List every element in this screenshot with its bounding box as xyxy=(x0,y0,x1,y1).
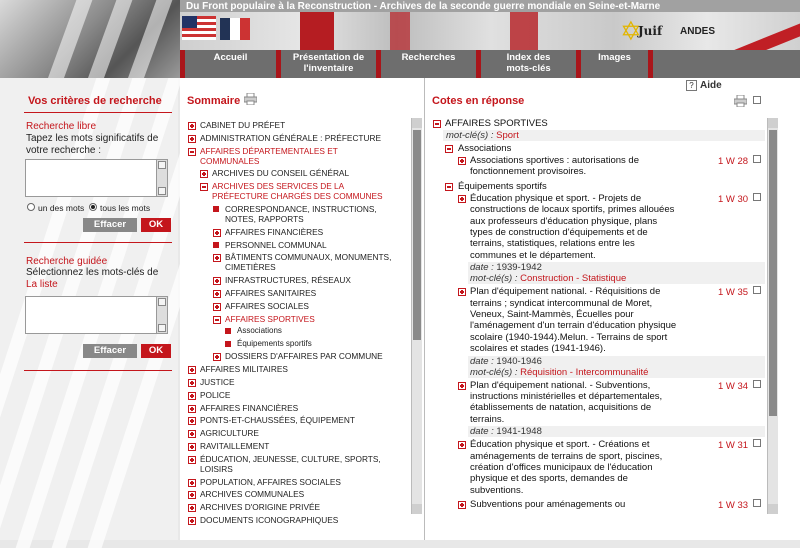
sommaire-item-label-cont: LOISIRS xyxy=(200,463,233,474)
entry-checkbox[interactable] xyxy=(753,193,761,201)
expand-icon[interactable] xyxy=(188,479,196,487)
entry-text[interactable]: types de construction d'équipements et de xyxy=(470,227,648,238)
entry-date xyxy=(468,262,765,273)
entry-cote[interactable]: 1 W 34 xyxy=(718,380,749,392)
expand-icon[interactable] xyxy=(213,229,221,237)
expand-icon[interactable] xyxy=(188,417,196,425)
expand-icon[interactable] xyxy=(188,122,196,130)
sommaire-item-label: ARCHIVES DES SERVICES DE LA xyxy=(212,181,345,192)
sommaire-scrollbar[interactable] xyxy=(411,118,422,514)
guided-search-scrollbar[interactable] xyxy=(156,297,167,333)
keyword-list-link[interactable]: La liste xyxy=(26,279,58,290)
site-title: Du Front populaire à la Reconstruction - Archives de la seconde guerre mondiale en Seine-et-Marne xyxy=(186,1,661,12)
keyword-label: mot-clé(s) : xyxy=(446,130,494,141)
sommaire-item-label: AFFAIRES SPORTIVES xyxy=(225,313,315,324)
sommaire-item-label-cont: NOTES, RAPPORTS xyxy=(225,214,304,224)
sommaire-item-label: CABINET DU PRÉFET xyxy=(200,120,286,130)
entry-text[interactable]: fonctionnement provisoires. xyxy=(470,166,587,178)
sommaire-item-label: AFFAIRES SOCIALES xyxy=(225,300,309,311)
entry-text[interactable]: communes et le département. xyxy=(470,249,596,261)
sommaire-item[interactable] xyxy=(200,133,381,143)
sommaire-item-label: INFRASTRUCTURES, RÉSEAUX xyxy=(225,275,351,286)
free-search-scrollbar[interactable] xyxy=(156,160,167,196)
sommaire-item[interactable] xyxy=(200,441,269,451)
sommaire-item[interactable] xyxy=(200,120,285,130)
banner xyxy=(0,0,800,78)
collapse-icon[interactable] xyxy=(433,120,441,128)
sommaire-item-label: ÉDUCATION, JEUNESSE, CULTURE, SPORTS, xyxy=(200,453,381,464)
sommaire-item[interactable] xyxy=(200,146,338,166)
expand-icon[interactable] xyxy=(188,443,196,451)
expand-icon[interactable] xyxy=(458,195,466,203)
date-value: 1939-1942 xyxy=(496,262,542,274)
sommaire-item[interactable] xyxy=(212,181,383,201)
sommaire-item[interactable] xyxy=(200,364,288,374)
scroll-up-icon[interactable] xyxy=(768,118,778,128)
entry-date xyxy=(468,356,765,367)
entry-text[interactable]: terrains. xyxy=(470,413,505,425)
entry-text[interactable]: constructions de locaux sportifs, primes allouées xyxy=(470,204,675,216)
radio-any-word[interactable] xyxy=(27,203,35,211)
help-icon[interactable]: ? xyxy=(686,80,697,91)
sommaire-item-label: DOSSIERS D'AFFAIRES PAR COMMUNE xyxy=(225,351,383,362)
us-flag-icon xyxy=(182,16,216,40)
entry-cote[interactable]: 1 W 30 xyxy=(718,193,749,205)
main-nav xyxy=(180,50,800,78)
radio-any-word-label: un des mots xyxy=(38,203,85,213)
sommaire-item-label: AGRICULTURE xyxy=(200,428,259,439)
expand-icon[interactable] xyxy=(188,405,196,413)
banner-andes-text: ANDES xyxy=(680,26,716,37)
entry-text[interactable]: scolaire (1940-1944).Melun. - Terrains de sport xyxy=(470,331,668,343)
french-flag-icon xyxy=(220,18,250,40)
sommaire-item[interactable] xyxy=(200,489,304,499)
sommaire-item-label: PERSONNEL COMMUNAL xyxy=(225,239,327,250)
results-scrollbar[interactable] xyxy=(767,118,778,514)
free-clear-button[interactable]: Effacer xyxy=(83,218,137,232)
guided-clear-button[interactable]: Effacer xyxy=(83,344,137,358)
entry-text[interactable]: Éducation physique et sport. - Créations et xyxy=(470,439,650,451)
sommaire-item-label: ADMINISTRATION GÉNÉRALE : PRÉFECTURE xyxy=(200,132,382,143)
sommaire-item-label: AFFAIRES MILITAIRES xyxy=(200,364,288,375)
free-search-input[interactable] xyxy=(25,159,168,197)
free-search-hint: Tapez les mots significatifs de votre recherche : xyxy=(26,133,159,156)
expand-icon[interactable] xyxy=(188,366,196,374)
sommaire-item-label: AFFAIRES FINANCIÈRES xyxy=(225,226,324,237)
scroll-up-icon[interactable] xyxy=(158,161,166,169)
results-group-title: Équipements sportifs xyxy=(458,180,547,192)
expand-icon[interactable] xyxy=(188,379,196,387)
scroll-down-icon[interactable] xyxy=(158,187,166,195)
sommaire-item-label: Équipements sportifs xyxy=(237,338,312,348)
sommaire-item-label: AFFAIRES FINANCIÈRES xyxy=(200,402,299,413)
nav-presentation[interactable] xyxy=(276,50,376,78)
sommaire-item[interactable] xyxy=(225,227,323,237)
bullet-icon xyxy=(213,242,219,248)
collapse-icon[interactable] xyxy=(200,183,208,191)
date-label: date : xyxy=(470,355,494,367)
nav-presentation-label: Présentation de l'inventaire xyxy=(292,52,365,74)
sommaire-item[interactable] xyxy=(200,377,235,387)
entry-text[interactable]: physique et des sports, demandes de xyxy=(470,473,628,485)
sommaire-item-label: ARCHIVES DU CONSEIL GÉNÉRAL xyxy=(212,168,350,179)
date-value: 1940-1946 xyxy=(496,355,542,367)
search-panel xyxy=(0,78,178,540)
expand-icon[interactable] xyxy=(213,290,221,298)
sommaire-item-label: BÂTIMENTS COMMUNAUX, MONUMENTS, xyxy=(225,252,392,263)
entry-checkbox[interactable] xyxy=(753,286,761,294)
sommaire-item[interactable] xyxy=(237,326,282,336)
content-area xyxy=(180,78,800,540)
entry-text[interactable]: Associations sportives : autorisations de xyxy=(470,155,639,166)
sommaire-item[interactable] xyxy=(200,454,381,474)
expand-icon[interactable] xyxy=(200,170,208,178)
sommaire-item[interactable] xyxy=(225,252,391,272)
sommaire-item[interactable] xyxy=(200,502,320,512)
search-panel-title: Vos critères de recherche xyxy=(28,95,162,107)
bullet-icon xyxy=(225,328,231,334)
sommaire-item[interactable] xyxy=(225,314,315,324)
collapse-icon[interactable] xyxy=(213,316,221,324)
entry-keywords xyxy=(468,273,765,284)
entry-text[interactable]: Plan d'équipement national. - Subventions, xyxy=(470,379,651,391)
nav-accueil[interactable] xyxy=(180,50,276,78)
entry-text[interactable]: établissements de natation, acquisitions de xyxy=(470,402,652,414)
entry-cote[interactable]: 1 W 33 xyxy=(718,500,749,512)
expand-icon[interactable] xyxy=(458,382,466,390)
collapse-icon[interactable] xyxy=(188,148,196,156)
guided-search-hint-text: Sélectionnez les mots-clés de xyxy=(26,267,159,278)
collapse-icon[interactable] xyxy=(445,145,453,153)
expand-icon[interactable] xyxy=(213,254,221,262)
heading-keywords xyxy=(443,130,765,141)
entry-text[interactable]: création d'offices municipaux de l'éducation xyxy=(470,462,653,473)
entry-text[interactable]: l'aménagement d'un terrain d'éducation physique xyxy=(470,320,677,332)
sommaire-item-label: JUSTICE xyxy=(200,377,235,387)
nav-recherches[interactable] xyxy=(376,50,476,78)
keyword-label: mot-clé(s) : xyxy=(470,273,518,285)
keyword-value[interactable]: Sport xyxy=(496,130,519,141)
results-scroll-thumb[interactable] xyxy=(769,130,777,416)
entry-cote[interactable]: 1 W 35 xyxy=(718,287,749,299)
entry-text[interactable]: scolaires et stades (1941-1946). xyxy=(470,343,606,355)
guided-search-input[interactable] xyxy=(25,296,168,334)
entry-text[interactable]: terrains ; syndicat intercommunal de Moret, xyxy=(470,297,653,309)
sommaire-item-label: AFFAIRES DÉPARTEMENTALES ET xyxy=(200,145,338,156)
sommaire-item-label: RAVITAILLEMENT xyxy=(200,441,270,451)
star-badge-icon: ✡ xyxy=(620,16,642,46)
banner-collage xyxy=(180,12,800,50)
entry-cote[interactable]: 1 W 28 xyxy=(718,156,749,167)
expand-icon[interactable] xyxy=(213,277,221,285)
sommaire-item[interactable] xyxy=(200,428,259,438)
nav-index-label: Index des mots-clés xyxy=(506,52,551,74)
sommaire-item[interactable] xyxy=(225,301,309,311)
expand-icon[interactable] xyxy=(188,392,196,400)
sommaire-scroll-thumb[interactable] xyxy=(413,130,421,340)
sommaire-item-label: CORRESPONDANCE, INSTRUCTIONS, xyxy=(225,204,377,214)
entry-checkbox[interactable] xyxy=(753,155,761,163)
sommaire-item[interactable] xyxy=(237,339,312,349)
nav-recherches-label: Recherches xyxy=(401,52,456,63)
scroll-down-icon[interactable] xyxy=(412,504,422,514)
entry-text[interactable]: Veneux, Saint-Mammès, Écuelles pour xyxy=(470,309,634,320)
free-search-label: Recherche libre xyxy=(26,121,97,132)
sommaire-item[interactable] xyxy=(225,288,316,298)
results-heading: AFFAIRES SPORTIVES xyxy=(445,118,548,129)
sommaire-item[interactable] xyxy=(225,240,327,250)
sommaire-item[interactable] xyxy=(225,351,383,361)
collapse-icon[interactable] xyxy=(445,183,453,191)
entry-text[interactable]: instructions ministérielles et départementales, xyxy=(470,391,663,402)
date-value: 1941-1948 xyxy=(496,426,542,438)
keyword-label: mot-clé(s) : xyxy=(470,366,518,378)
entry-text[interactable]: Éducation physique et sport. - Projets de xyxy=(470,192,642,204)
entry-text[interactable]: aux professeurs d'éducation physique, plans xyxy=(470,215,658,227)
results-title: Cotes en réponse xyxy=(432,95,525,107)
sommaire-item-label-cont: PRÉFECTURE CHARGÉS DES COMMUNES xyxy=(212,191,383,202)
free-ok-button[interactable]: OK xyxy=(141,218,171,232)
entry-date xyxy=(468,426,765,437)
help-link[interactable]: Aide xyxy=(700,80,722,91)
expand-icon[interactable] xyxy=(188,430,196,438)
guided-search-hint xyxy=(26,267,172,291)
expand-icon[interactable] xyxy=(213,303,221,311)
results-group-title: Associations xyxy=(458,143,512,154)
sommaire-item[interactable] xyxy=(225,275,351,285)
scroll-up-icon[interactable] xyxy=(412,118,422,128)
nav-accueil-label: Accueil xyxy=(213,52,248,63)
expand-icon[interactable] xyxy=(458,441,466,449)
expand-icon[interactable] xyxy=(188,456,196,464)
scroll-up-icon[interactable] xyxy=(158,298,166,306)
sommaire-item[interactable] xyxy=(200,403,298,413)
keyword-value[interactable]: Construction - Statistique xyxy=(520,273,627,285)
sommaire-item-label: DOCUMENTS ICONOGRAPHIQUES xyxy=(200,515,339,525)
sommaire-item-label: ARCHIVES COMMUNALES xyxy=(200,489,305,500)
bullet-icon xyxy=(213,206,219,212)
date-label: date : xyxy=(470,426,494,438)
keyword-value[interactable]: Réquisition - Intercommunalité xyxy=(520,366,649,378)
sommaire-item-label: PONTS-ET-CHAUSSÉES, ÉQUIPEMENT xyxy=(200,415,355,426)
expand-icon[interactable] xyxy=(458,288,466,296)
sommaire-item-label: Associations xyxy=(237,326,282,336)
sommaire-item[interactable] xyxy=(225,204,377,224)
sommaire-item[interactable] xyxy=(200,515,338,525)
sommaire-item-label: POLICE xyxy=(200,389,231,400)
print-icon[interactable] xyxy=(244,93,257,105)
guided-search-label: Recherche guidée xyxy=(26,256,108,267)
entry-text[interactable]: Plan d'équipement national. - Réquisitions de xyxy=(470,286,661,298)
sommaire-item[interactable] xyxy=(200,415,355,425)
select-all-checkbox[interactable] xyxy=(753,96,761,104)
sommaire-item-label: ARCHIVES D'ORIGINE PRIVÉE xyxy=(200,502,321,513)
entry-checkbox[interactable] xyxy=(753,499,761,507)
entry-cote[interactable]: 1 W 31 xyxy=(718,440,749,452)
nav-index[interactable] xyxy=(476,50,576,78)
expand-icon[interactable] xyxy=(458,157,466,165)
expand-icon[interactable] xyxy=(213,353,221,361)
nav-images-label: Images xyxy=(598,52,631,63)
bullet-icon xyxy=(225,341,231,347)
entry-text[interactable]: subventions. xyxy=(470,484,524,496)
sommaire-item-label-cont: CIMETIÈRES xyxy=(225,262,276,273)
scroll-down-icon[interactable] xyxy=(158,324,166,332)
print-icon[interactable] xyxy=(734,95,747,107)
radio-all-words-label: tous les mots xyxy=(100,203,151,213)
nav-images[interactable] xyxy=(576,50,648,78)
expand-icon[interactable] xyxy=(188,504,196,512)
radio-all-words[interactable] xyxy=(89,203,97,211)
entry-text[interactable]: terrains, statistiques, relations entre les xyxy=(470,238,635,250)
sommaire-item[interactable] xyxy=(212,168,349,178)
banner-juif-text: Juif xyxy=(638,24,663,38)
entry-keywords xyxy=(468,367,765,378)
entry-text[interactable]: aménagements de terrains de sport, piscines, xyxy=(470,450,663,462)
entry-checkbox[interactable] xyxy=(753,439,761,447)
guided-ok-button[interactable]: OK xyxy=(141,344,171,358)
expand-icon[interactable] xyxy=(188,517,196,525)
expand-icon[interactable] xyxy=(458,501,466,509)
sommaire-item[interactable] xyxy=(200,477,341,487)
scroll-down-icon[interactable] xyxy=(768,504,778,514)
sommaire-item[interactable] xyxy=(200,390,230,400)
sommaire-title: Sommaire xyxy=(187,95,241,107)
date-label: date : xyxy=(470,262,494,274)
sommaire-item-label: AFFAIRES SANITAIRES xyxy=(225,288,317,298)
sommaire-item-label-cont: COMMUNALES xyxy=(200,155,260,166)
expand-icon[interactable] xyxy=(188,491,196,499)
entry-checkbox[interactable] xyxy=(753,380,761,388)
entry-text[interactable]: Subventions pour aménagements ou xyxy=(470,499,626,511)
banner-photo xyxy=(0,0,180,78)
sommaire-item-label: POPULATION, AFFAIRES SOCIALES xyxy=(200,476,341,487)
expand-icon[interactable] xyxy=(188,135,196,143)
